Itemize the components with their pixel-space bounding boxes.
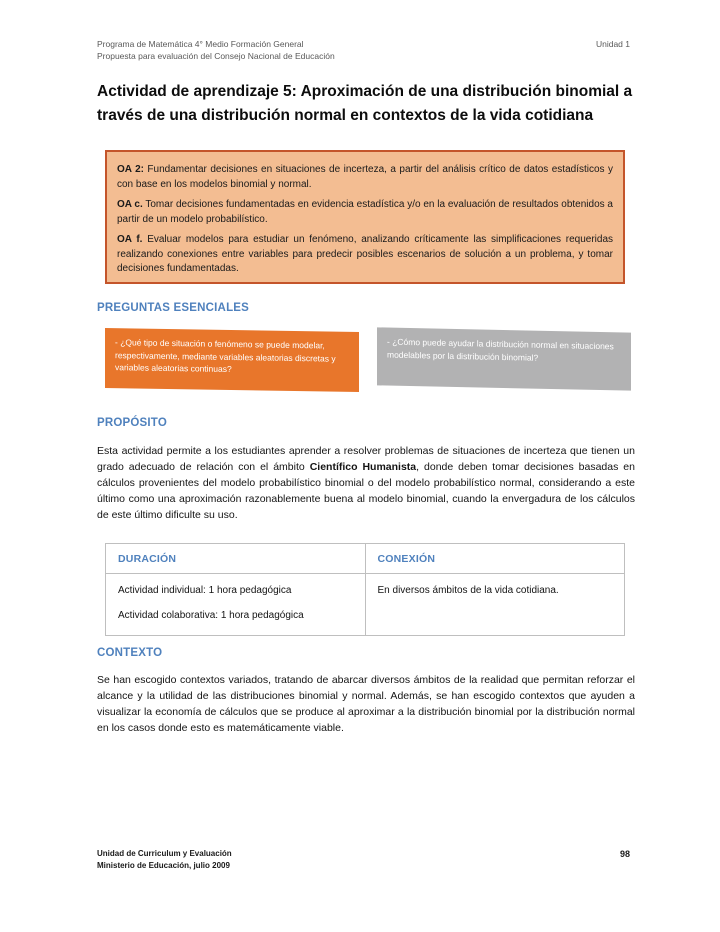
duracion-cell [106, 574, 366, 636]
context-paragraph: Se han escogido contextos variados, tratando de abarcar diversos ámbitos de la realidad que permitan reforzar el alcance y la utilidad de las distribuciones binomial y normal. Además, se han escogido contextos que ayuden a visualizar la economía de cálculos que se produce al aproximar a la distribución binomial por la distribución normal en los casos donde esto es matemáticamente viable. [97, 674, 635, 734]
purpose-text-after: , donde deben tomar decisiones basadas en cálculos provenientes del modelo probabilístico binomial o del modelo probabilístico normal, considerando a este último como una aproximación razonablemente buena al modelo binomial, cuando la envergadura de los cálculos de este último dificulte su uso. [97, 461, 635, 521]
header-proposal-line: Propuesta para evaluación del Consejo Nacional de Educación [97, 51, 335, 61]
essential-questions-heading: PREGUNTAS ESENCIALES [97, 302, 250, 314]
oa-item [117, 163, 613, 192]
duration-connection-table [105, 543, 625, 636]
essential-questions-row [105, 330, 631, 394]
question-card-gray: - ¿Cómo puede ayudar la distribución normal en situaciones modelables por la distribución binomial? [377, 327, 631, 390]
page-header [97, 38, 630, 62]
purpose-heading: PROPÓSITO [97, 417, 167, 429]
duracion-colaborativa: Actividad colaborativa: 1 hora pedagógica [118, 610, 304, 621]
purpose-text-before: Esta actividad permite a los estudiantes aprender a resolver problemas de situaciones de incerteza que tienen un grado adecuado de relación con el ámbito [97, 445, 635, 473]
table-header-duracion: DURACIÓN [106, 544, 366, 574]
footer-page-number: 98 [619, 849, 630, 859]
header-program-line: Programa de Matemática 4° Medio Formación General [97, 39, 304, 49]
duracion-individual: Actividad individual: 1 hora pedagógica [118, 585, 292, 596]
oa-item [117, 233, 613, 277]
purpose-paragraph [97, 443, 635, 523]
oa-item [117, 198, 613, 227]
page-footer [97, 848, 630, 872]
conexion-cell: En diversos ámbitos de la vida cotidiana. [365, 574, 625, 636]
learning-objectives-box [105, 150, 625, 284]
purpose-text-bold: Científico Humanista [309, 461, 417, 473]
context-heading: CONTEXTO [97, 647, 163, 659]
oa-item-label: OA c. [117, 199, 143, 210]
oa-item-text: Fundamentar decisiones en situaciones de incerteza, a partir del análisis crítico de datos estadísticos y con base en los modelos binomial y normal. [117, 164, 613, 190]
oa-item-text: Tomar decisiones fundamentadas en evidencia estadística y/o en la evaluación de resultados obtenidos a partir de un modelo probabilístico. [117, 199, 613, 225]
footer-unit-line: Unidad de Curriculum y Evaluación [97, 849, 232, 858]
table-header-conexion: CONEXIÓN [365, 544, 625, 574]
footer-ministry-line: Ministerio de Educación, julio 2009 [97, 861, 230, 870]
oa-item-label: OA 2: [117, 164, 144, 175]
question-card-orange: - ¿Qué tipo de situación o fenómeno se puede modelar, respectivamente, mediante variables aleatorias discretas y variables aleatorias continuas? [105, 328, 359, 392]
table-header-row [106, 544, 625, 574]
page-title: Actividad de aprendizaje 5: Aproximación de una distribución binomial a través de una distribución normal en contextos de la vida cotidiana [97, 83, 633, 124]
oa-item-text: Evaluar modelos para estudiar un fenómeno, analizando críticamente las simplificaciones requeridas realizando conexiones entre variables para predecir posibles escenarios de solución a un problema, y tomar decisiones fundamentadas. [117, 234, 614, 274]
table-row [106, 574, 625, 636]
header-unit-label: Unidad 1 [595, 39, 630, 49]
oa-item-label: OA f. [117, 234, 143, 245]
